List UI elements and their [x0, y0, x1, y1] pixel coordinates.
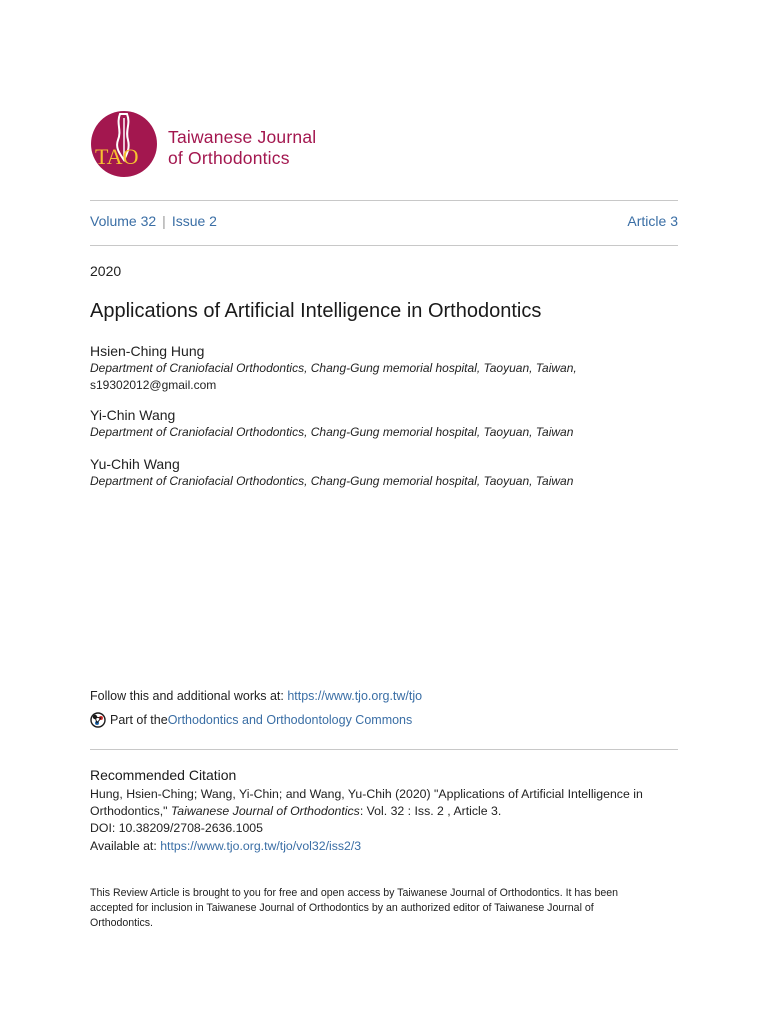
journal-name	[168, 127, 316, 169]
author-name: Hsien-Ching Hung	[90, 343, 205, 359]
citation-divider	[90, 749, 678, 750]
citation-doi: DOI: 10.38209/2708-2636.1005	[90, 821, 263, 836]
footer-line: accepted for inclusion in Taiwanese Journal of Orthodontics by an authorized editor of Taiwanese Journal of	[90, 902, 594, 914]
publication-year: 2020	[90, 263, 122, 279]
tao-logo-icon	[90, 110, 158, 178]
journal-name-line2: of Orthodontics	[168, 148, 290, 168]
top-divider	[90, 200, 678, 201]
citation-prefix: Orthodontics,"	[90, 804, 171, 819]
recommended-citation-heading: Recommended Citation	[90, 767, 237, 783]
author-name: Yu-Chih Wang	[90, 456, 180, 472]
article-link[interactable]: Article 3	[627, 213, 678, 229]
author-affiliation: Department of Craniofacial Orthodontics, Chang-Gung memorial hospital, Taoyuan, Taiwan	[90, 425, 574, 439]
commons-link[interactable]: Orthodontics and Orthodontology Commons	[167, 713, 413, 727]
access-statement	[90, 886, 670, 931]
citation-line	[90, 803, 680, 820]
follow-line	[90, 689, 422, 703]
available-prefix: Available at:	[90, 838, 161, 853]
journal-logo[interactable]	[90, 107, 330, 183]
logo-letters: TAO	[95, 144, 139, 169]
author-name: Yi-Chin Wang	[90, 407, 176, 423]
volume-link[interactable]: Volume 32	[90, 213, 157, 229]
author-block	[90, 406, 690, 441]
follow-link[interactable]: https://www.tjo.org.tw/tjo	[287, 689, 423, 703]
author-email: s19302012@gmail.com	[90, 378, 217, 392]
author-affiliation: Department of Craniofacial Orthodontics, Chang-Gung memorial hospital, Taoyuan, Taiwan,	[90, 361, 577, 375]
recommended-citation	[90, 786, 680, 855]
nav-separator: |	[162, 213, 166, 229]
article-title: Applications of Artificial Intelligence in Orthodontics	[90, 300, 542, 322]
citation-suffix: : Vol. 32 : Iss. 2 , Article 3.	[359, 804, 502, 819]
author-block	[90, 455, 690, 490]
part-of-line	[90, 712, 412, 728]
citation-journal: Taiwanese Journal of Orthodontics	[170, 804, 360, 819]
journal-name-line1: Taiwanese Journal	[168, 127, 317, 147]
issue-nav	[90, 213, 678, 233]
citation-line: Hung, Hsien-Ching; Wang, Yi-Chin; and Wang, Yu-Chih (2020) "Applications of Artificial Intelligence in	[90, 787, 643, 801]
citation-available	[90, 838, 680, 855]
footer-line: Orthodontics.	[90, 917, 154, 929]
issue-link[interactable]: Issue 2	[171, 213, 217, 229]
author-affiliation: Department of Craniofacial Orthodontics, Chang-Gung memorial hospital, Taoyuan, Taiwan	[90, 474, 574, 488]
network-icon	[90, 712, 106, 728]
nav-divider	[90, 245, 678, 246]
follow-text: Follow this and additional works at:	[90, 689, 288, 703]
article-url-link[interactable]: https://www.tjo.org.tw/tjo/vol32/iss2/3	[160, 838, 362, 853]
author-block	[90, 342, 690, 394]
footer-line: This Review Article is brought to you for free and open access by Taiwanese Journal of Orthodontics. It has been	[90, 887, 619, 899]
part-of-text: Part of the	[110, 713, 168, 727]
